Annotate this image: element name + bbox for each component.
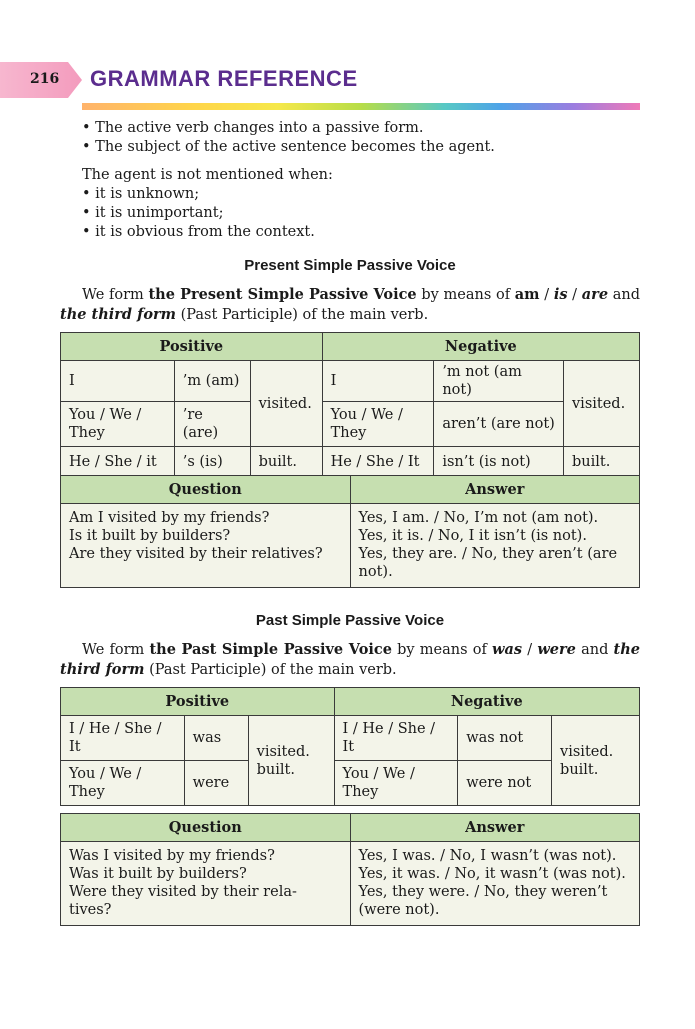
positive-header: Positive: [61, 333, 323, 361]
rainbow-divider: [82, 103, 640, 110]
present-heading: Present Simple Passive Voice: [244, 257, 456, 274]
answer-header: Answer: [350, 476, 639, 504]
page-number: 216: [30, 71, 60, 87]
aux-cell: ’s (is): [174, 447, 250, 478]
answers-cell: [350, 504, 639, 588]
question-header: Question: [61, 476, 351, 504]
agent-bullet: • it is unknown;: [82, 186, 200, 202]
question-line: Was I visited by my friends?: [69, 848, 275, 864]
answer-line: not).: [358, 564, 393, 580]
question-line: Was it built by builders?: [69, 866, 247, 882]
aux-cell: isn’t (is not): [434, 447, 564, 478]
aux-cell: ’m not (am not): [434, 361, 564, 402]
verb-line: built.: [256, 761, 295, 778]
question-line: tives?: [69, 902, 112, 918]
answers-cell: [350, 842, 639, 926]
verb-cell: [552, 716, 640, 806]
questions-cell: [61, 504, 351, 588]
answer-line: Yes, they were. / No, they weren’t: [358, 884, 608, 900]
question-header: Question: [61, 814, 351, 842]
subject-cell: You / We / They: [61, 402, 175, 447]
past-qa-table: [60, 813, 640, 926]
aux-cell: aren’t (are not): [434, 402, 564, 447]
answer-line: (were not).: [358, 902, 440, 918]
questions-cell: [61, 842, 351, 926]
question-line: Is it built by builders?: [69, 528, 231, 544]
aux-cell: were not: [458, 761, 552, 806]
aux-cell: was not: [458, 716, 552, 761]
answer-line: Yes, it is. / No, I it isn’t (is not).: [358, 528, 587, 544]
verb-cell: built.: [563, 447, 639, 478]
positive-header: Positive: [61, 688, 335, 716]
intro-block: [82, 119, 640, 242]
past-heading: Past Simple Passive Voice: [255, 612, 445, 629]
answer-line: Yes, I was. / No, I wasn’t (was not).: [358, 848, 617, 864]
verb-line: visited.: [560, 743, 614, 760]
aux-cell: were: [184, 761, 248, 806]
subject-cell: He / She / It: [322, 447, 434, 478]
subject-cell: I: [322, 361, 434, 402]
past-form-table: [60, 687, 640, 806]
verb-cell: [248, 716, 334, 806]
answer-line: Yes, I am. / No, I’m not (am not).: [358, 510, 599, 526]
aux-cell: was: [184, 716, 248, 761]
question-line: Were they visited by their rela-: [69, 884, 297, 900]
subject-cell: I / He / She / It: [334, 716, 458, 761]
present-intro: We form the Present Simple Passive Voice by means of am / is / are and the third form (Past Participle) of the main verb.: [60, 286, 641, 323]
subject-cell: You / We / They: [334, 761, 458, 806]
page-title: GRAMMAR REFERENCE: [90, 66, 358, 91]
question-line: Am I visited by my friends?: [69, 510, 270, 526]
intro-bullet: • The subject of the active sentence becomes the agent.: [82, 139, 495, 155]
verb-cell: built.: [250, 447, 322, 478]
negative-header: Negative: [322, 333, 639, 361]
verb-cell: visited.: [563, 361, 639, 447]
agent-intro: The agent is not mentioned when:: [82, 167, 333, 183]
subject-cell: You / We / They: [322, 402, 434, 447]
verb-cell: visited.: [250, 361, 322, 447]
subject-cell: I / He / She / It: [61, 716, 185, 761]
answer-line: Yes, it was. / No, it wasn’t (was not).: [358, 866, 626, 882]
subject-cell: He / She / it: [61, 447, 175, 478]
negative-header: Negative: [334, 688, 639, 716]
aux-cell: ’re (are): [174, 402, 250, 447]
present-qa-table: [60, 475, 640, 588]
subject-cell: I: [61, 361, 175, 402]
intro-bullet: • The active verb changes into a passive form.: [82, 120, 424, 136]
answer-line: Yes, they are. / No, they aren’t (are: [358, 546, 618, 562]
agent-bullet: • it is unimportant;: [82, 205, 224, 221]
aux-cell: ’m (am): [174, 361, 250, 402]
past-intro: We form the Past Simple Passive Voice by means of was / were and the third form (Past Participle) of the main verb.: [60, 641, 641, 678]
question-line: Are they visited by their relatives?: [69, 546, 323, 562]
present-form-table: [60, 332, 640, 478]
subject-cell: You / We / They: [61, 761, 185, 806]
verb-line: built.: [560, 761, 599, 778]
verb-line: visited.: [256, 743, 310, 760]
agent-bullet: • it is obvious from the context.: [82, 224, 315, 240]
answer-header: Answer: [350, 814, 639, 842]
